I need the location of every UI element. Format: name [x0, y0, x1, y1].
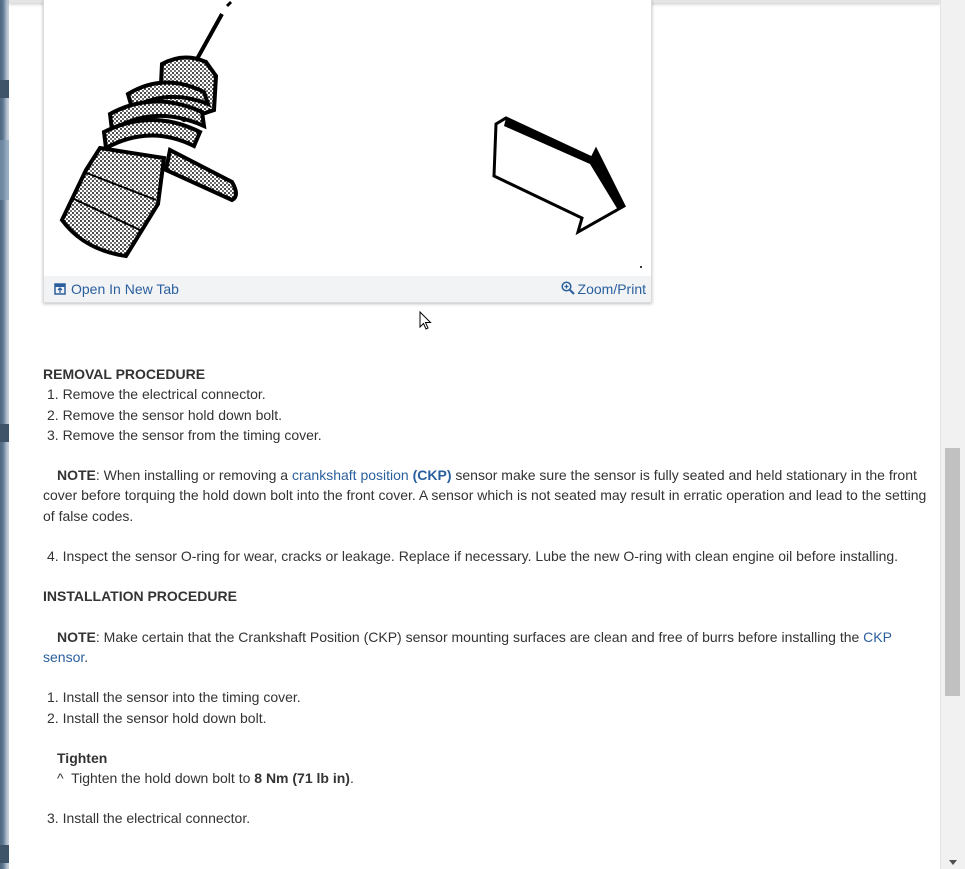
- open-in-new-tab-label: Open In New Tab: [71, 281, 179, 297]
- note-label: NOTE: [57, 467, 96, 484]
- torque-value: 8 Nm (71 lb in): [254, 770, 350, 787]
- removal-step: 1. Remove the electrical connector.: [47, 386, 266, 403]
- removal-heading: REMOVAL PROCEDURE: [43, 366, 206, 382]
- crankshaft-position-link[interactable]: crankshaft position: [291, 467, 409, 484]
- figure-card: [43, 0, 652, 303]
- note-text: sensor make sure the sensor is fully seated and held stationary in the front cover before torquing the hold down bolt into the front cover. A sensor which is not seated may result in erratic operation and lead to the setting of false codes.: [43, 467, 927, 524]
- mouse-cursor-icon: [419, 311, 433, 331]
- removal-step: 3. Remove the sensor from the timing cover.: [47, 426, 322, 443]
- installation-step: 3. Install the electrical connector.: [47, 810, 251, 827]
- installation-heading: INSTALLATION PROCEDURE: [43, 588, 237, 605]
- vertical-scrollbar[interactable]: [940, 0, 965, 869]
- scroll-down-arrow-icon[interactable]: [949, 860, 957, 865]
- ckp-abbr-link[interactable]: (CKP): [412, 467, 452, 484]
- open-new-tab-icon: [54, 283, 66, 295]
- removal-step: 4. Inspect the sensor O-ring for wear, cracks or leakage. Replace if necessary. Lube the new O-ring with clean engine oil before installing.: [47, 548, 899, 565]
- open-in-new-tab-link[interactable]: [54, 281, 179, 297]
- installation-step: 1. Install the sensor into the timing cover.: [47, 689, 301, 706]
- zoom-print-label: Zoom/Print: [577, 281, 646, 297]
- installation-step: 2. Install the sensor hold down bolt.: [47, 709, 267, 726]
- figure-footer: [44, 276, 651, 302]
- window-left-edge: [0, 0, 9, 869]
- tighten-period: .: [349, 770, 354, 787]
- note-text: : Make certain that the Crankshaft Position (CKP) sensor mounting surfaces are clean and free of burrs before installing the: [95, 628, 864, 645]
- tighten-spec: [43, 768, 933, 788]
- procedure-content: [43, 364, 933, 829]
- installation-note: [43, 627, 933, 668]
- note-label: NOTE: [57, 628, 96, 645]
- removal-step: 2. Remove the sensor hold down bolt.: [47, 406, 283, 423]
- crankshaft-sensor-illustration: [44, 0, 653, 276]
- zoom-icon: [561, 281, 575, 295]
- scrollbar-thumb[interactable]: [945, 448, 960, 696]
- removal-note: [43, 465, 933, 526]
- note-text: : When installing or removing a: [95, 467, 292, 484]
- tighten-text: ^ Tighten the hold down bolt to: [57, 770, 255, 787]
- tighten-heading: Tighten: [57, 749, 108, 766]
- zoom-print-link[interactable]: [561, 281, 646, 297]
- ckp-sensor-link[interactable]: CKP sensor: [43, 628, 892, 665]
- note-text: .: [84, 648, 89, 665]
